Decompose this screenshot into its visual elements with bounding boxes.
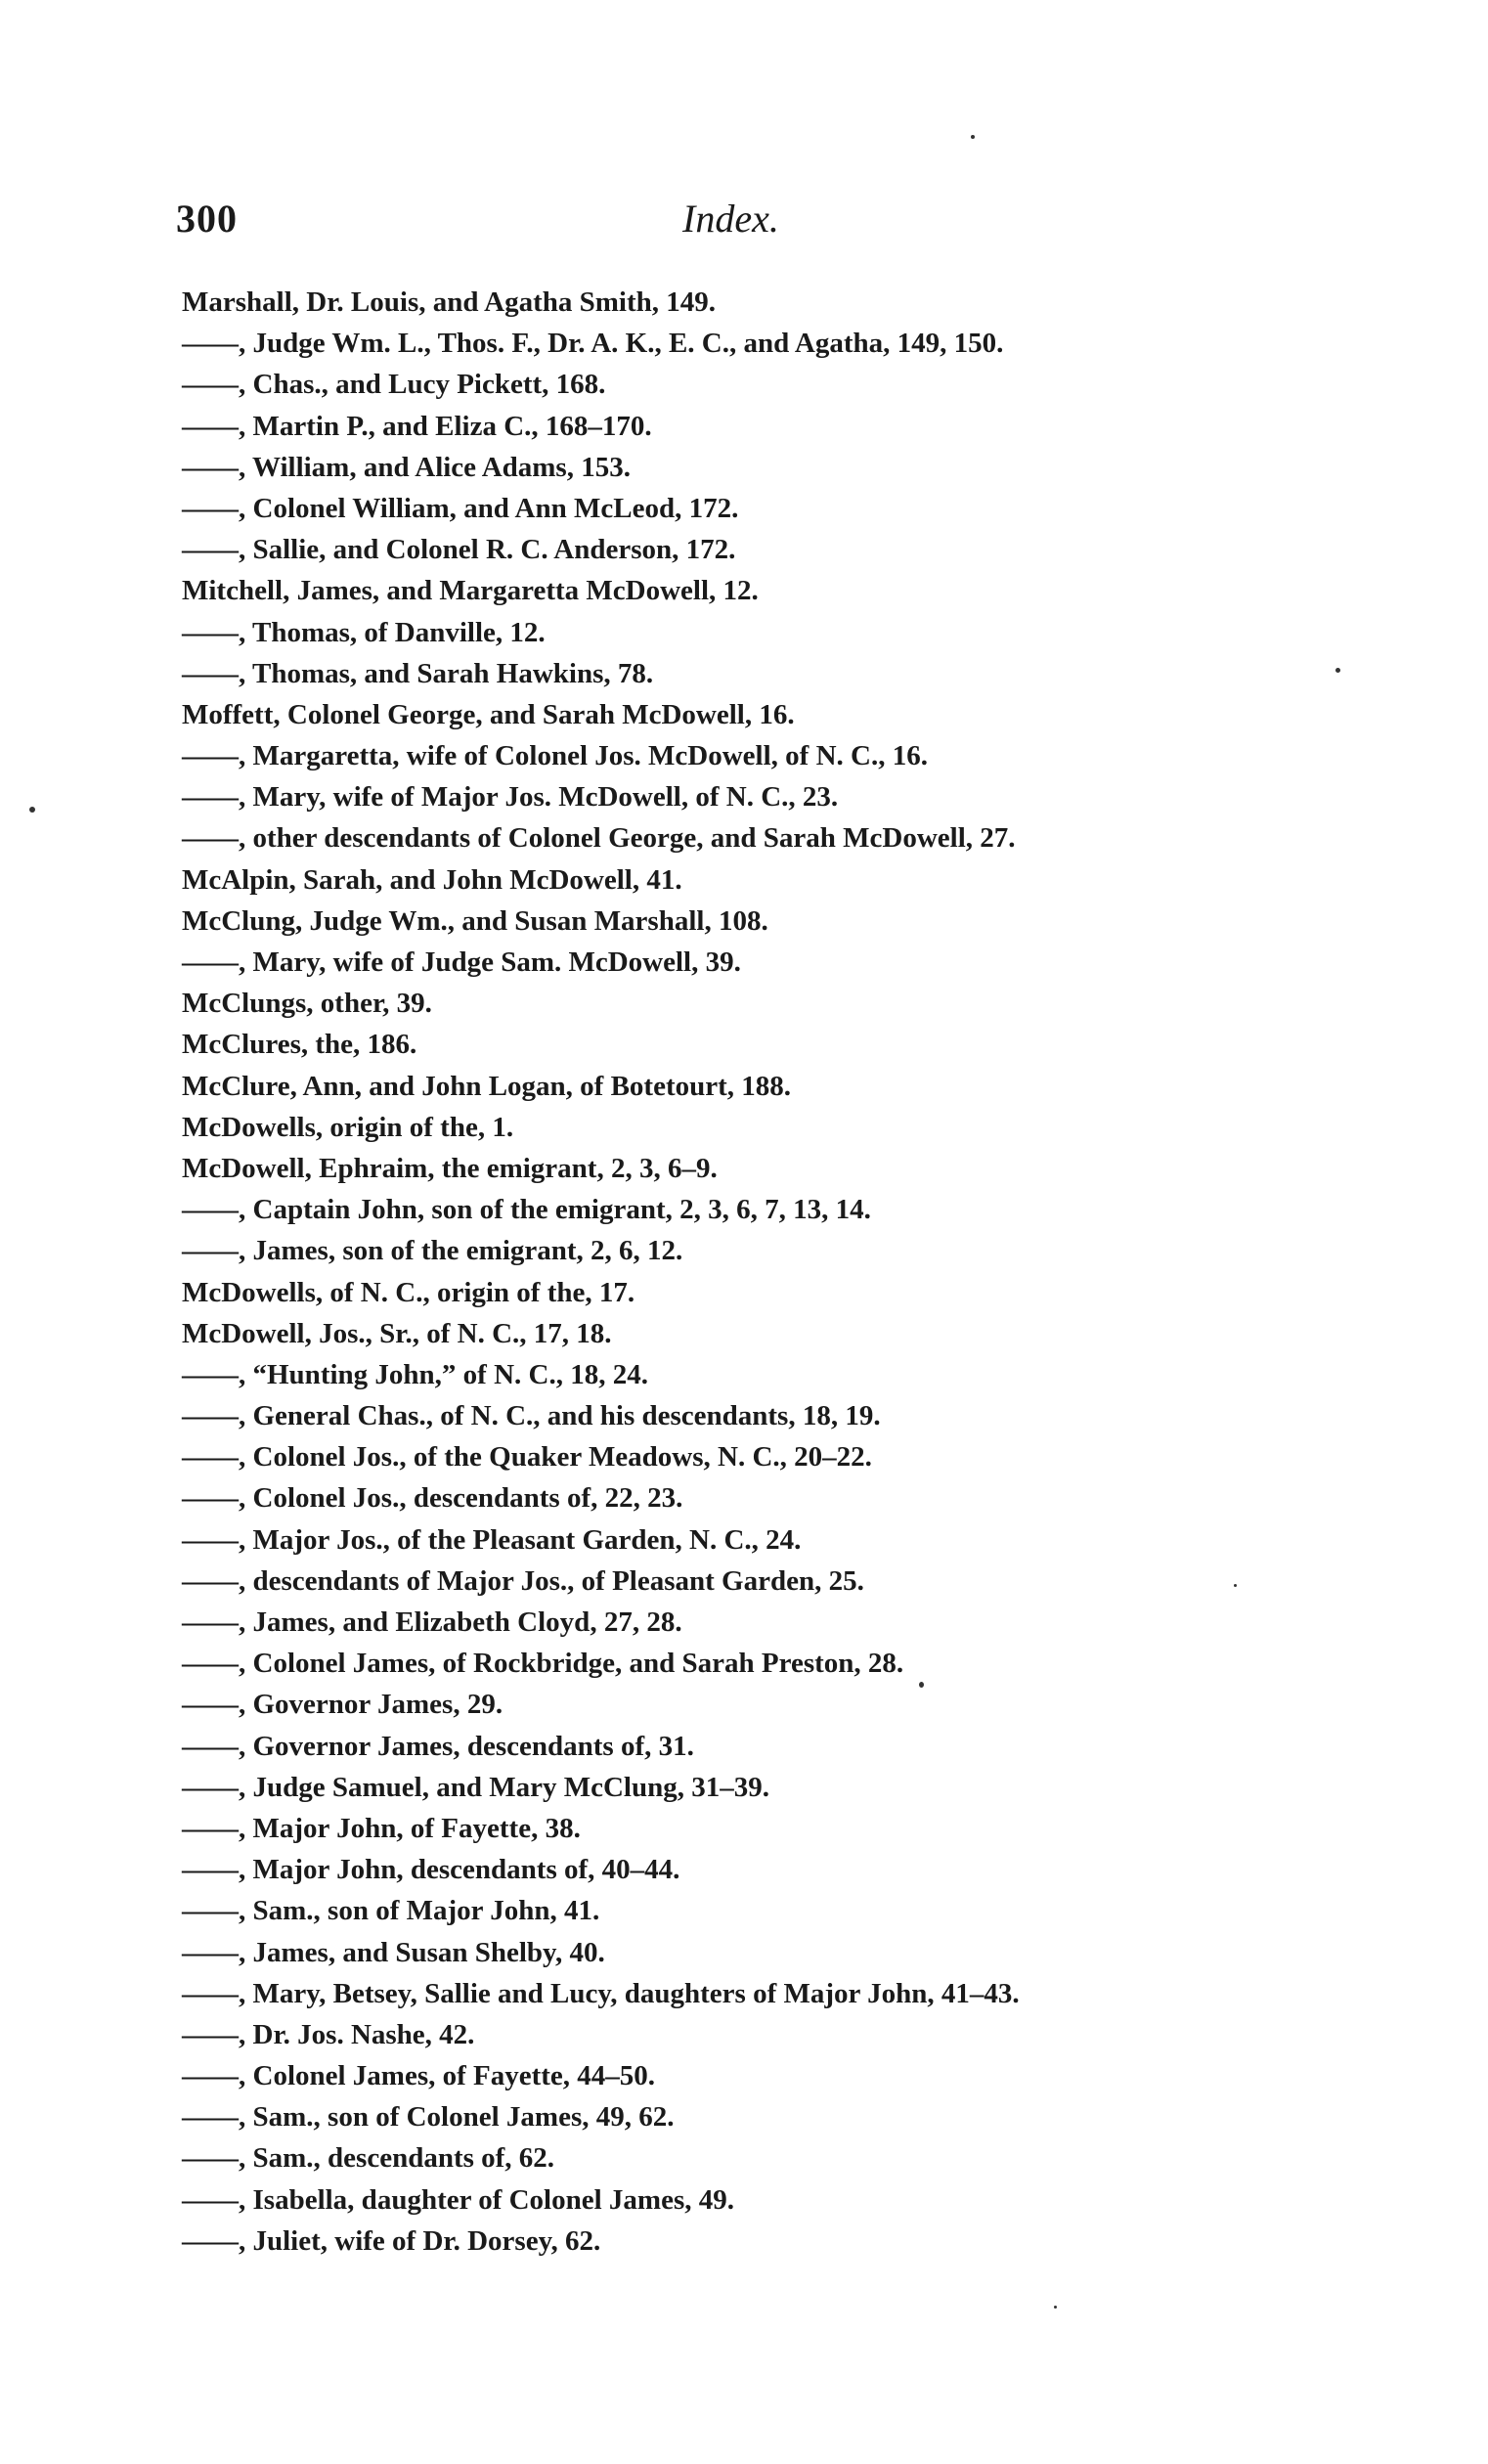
- index-entry: McDowell, Ephraim, the emigrant, 2, 3, 6–9.: [182, 1152, 718, 1184]
- index-entry: ——, Governor James, 29.: [182, 1689, 503, 1721]
- index-entry: ——, Dr. Jos. Nashe, 42.: [182, 2018, 475, 2050]
- index-entry: McDowells, origin of the, 1.: [182, 1111, 514, 1143]
- index-entry: ——, William, and Alice Adams, 153.: [182, 451, 631, 483]
- index-entry: ——, other descendants of Colonel George, and Sarah McDowell, 27.: [182, 822, 1016, 855]
- index-entry: ——, descendants of Major Jos., of Pleasant Garden, 25.: [182, 1564, 864, 1597]
- index-entry: ——, Martin P., and Eliza C., 168–170.: [182, 410, 652, 442]
- index-entry: ——, Mary, Betsey, Sallie and Lucy, daughters of Major John, 41–43.: [182, 1977, 1020, 2009]
- index-entry: ——, Mary, wife of Major Jos. McDowell, of N. C., 23.: [182, 781, 839, 814]
- index-entry: ——, Captain John, son of the emigrant, 2, 3, 6, 7, 13, 14.: [182, 1194, 871, 1226]
- index-entry: ——, Sallie, and Colonel R. C. Anderson, 172.: [182, 534, 736, 566]
- scan-speck: [1335, 668, 1340, 673]
- index-entry: McClungs, other, 39.: [182, 988, 432, 1020]
- index-entry: McClures, the, 186.: [182, 1029, 417, 1061]
- index-entry: ——, Margaretta, wife of Colonel Jos. McDowell, of N. C., 16.: [182, 740, 928, 772]
- index-entry: McDowells, of N. C., origin of the, 17.: [182, 1276, 635, 1308]
- index-entry: ——, Juliet, wife of Dr. Dorsey, 62.: [182, 2224, 601, 2257]
- page-number: 300: [176, 197, 238, 241]
- index-entry: ——, Major Jos., of the Pleasant Garden, N. C., 24.: [182, 1523, 802, 1556]
- scan-speck: [919, 1682, 924, 1688]
- index-entry: ——, Sam., son of Major John, 41.: [182, 1895, 600, 1927]
- index-entry-list: [182, 282, 1316, 2262]
- scan-speck: [1234, 1584, 1237, 1587]
- index-entry: ——, Major John, of Fayette, 38.: [182, 1812, 581, 1844]
- index-entry: ——, Sam., descendants of, 62.: [182, 2142, 555, 2175]
- index-entry: ——, Judge Samuel, and Mary McClung, 31–39.: [182, 1771, 769, 1803]
- index-entry: ——, General Chas., of N. C., and his descendants, 18, 19.: [182, 1400, 881, 1432]
- index-entry: McClung, Judge Wm., and Susan Marshall, 108.: [182, 904, 768, 937]
- index-entry: ——, Governor James, descendants of, 31.: [182, 1730, 694, 1762]
- index-entry: ——, Major John, descendants of, 40–44.: [182, 1854, 680, 1886]
- index-entry: ——, Chas., and Lucy Pickett, 168.: [182, 369, 606, 401]
- index-entry: ——, James, and Susan Shelby, 40.: [182, 1936, 605, 1968]
- index-entry: ——, “Hunting John,” of N. C., 18, 24.: [182, 1358, 648, 1390]
- index-entry: ——, Colonel James, of Rockbridge, and Sarah Preston, 28.: [182, 1648, 904, 1680]
- index-entry: ——, Isabella, daughter of Colonel James, 49.: [182, 2183, 734, 2216]
- scan-speck: [29, 807, 35, 813]
- index-entry: ——, Colonel Jos., of the Quaker Meadows, N. C., 20–22.: [182, 1441, 872, 1474]
- index-entry: ——, Thomas, and Sarah Hawkins, 78.: [182, 657, 654, 689]
- index-entry: Moffett, Colonel George, and Sarah McDowell, 16.: [182, 698, 795, 730]
- index-entry: McAlpin, Sarah, and John McDowell, 41.: [182, 863, 682, 896]
- index-entry: ——, James, son of the emigrant, 2, 6, 12.: [182, 1235, 683, 1267]
- index-entry: ——, James, and Elizabeth Cloyd, 27, 28.: [182, 1606, 682, 1638]
- index-entry: ——, Judge Wm. L., Thos. F., Dr. A. K., E. C., and Agatha, 149, 150.: [182, 328, 1004, 360]
- index-entry: ——, Mary, wife of Judge Sam. McDowell, 39.: [182, 946, 741, 978]
- index-entry: McClure, Ann, and John Logan, of Botetourt, 188.: [182, 1070, 792, 1102]
- index-entry: Marshall, Dr. Louis, and Agatha Smith, 149.: [182, 286, 717, 318]
- index-entry: ——, Thomas, of Danville, 12.: [182, 616, 546, 648]
- index-entry: Mitchell, James, and Margaretta McDowell, 12.: [182, 575, 759, 607]
- scan-speck: [971, 135, 975, 139]
- scan-speck: [1054, 2306, 1057, 2309]
- index-entry: ——, Colonel William, and Ann McLeod, 172.: [182, 492, 739, 524]
- page-title: Index.: [682, 197, 779, 241]
- index-entry: ——, Colonel James, of Fayette, 44–50.: [182, 2060, 656, 2092]
- index-entry: ——, Sam., son of Colonel James, 49, 62.: [182, 2101, 675, 2134]
- index-entry: McDowell, Jos., Sr., of N. C., 17, 18.: [182, 1317, 612, 1349]
- index-entry: ——, Colonel Jos., descendants of, 22, 23.: [182, 1482, 683, 1515]
